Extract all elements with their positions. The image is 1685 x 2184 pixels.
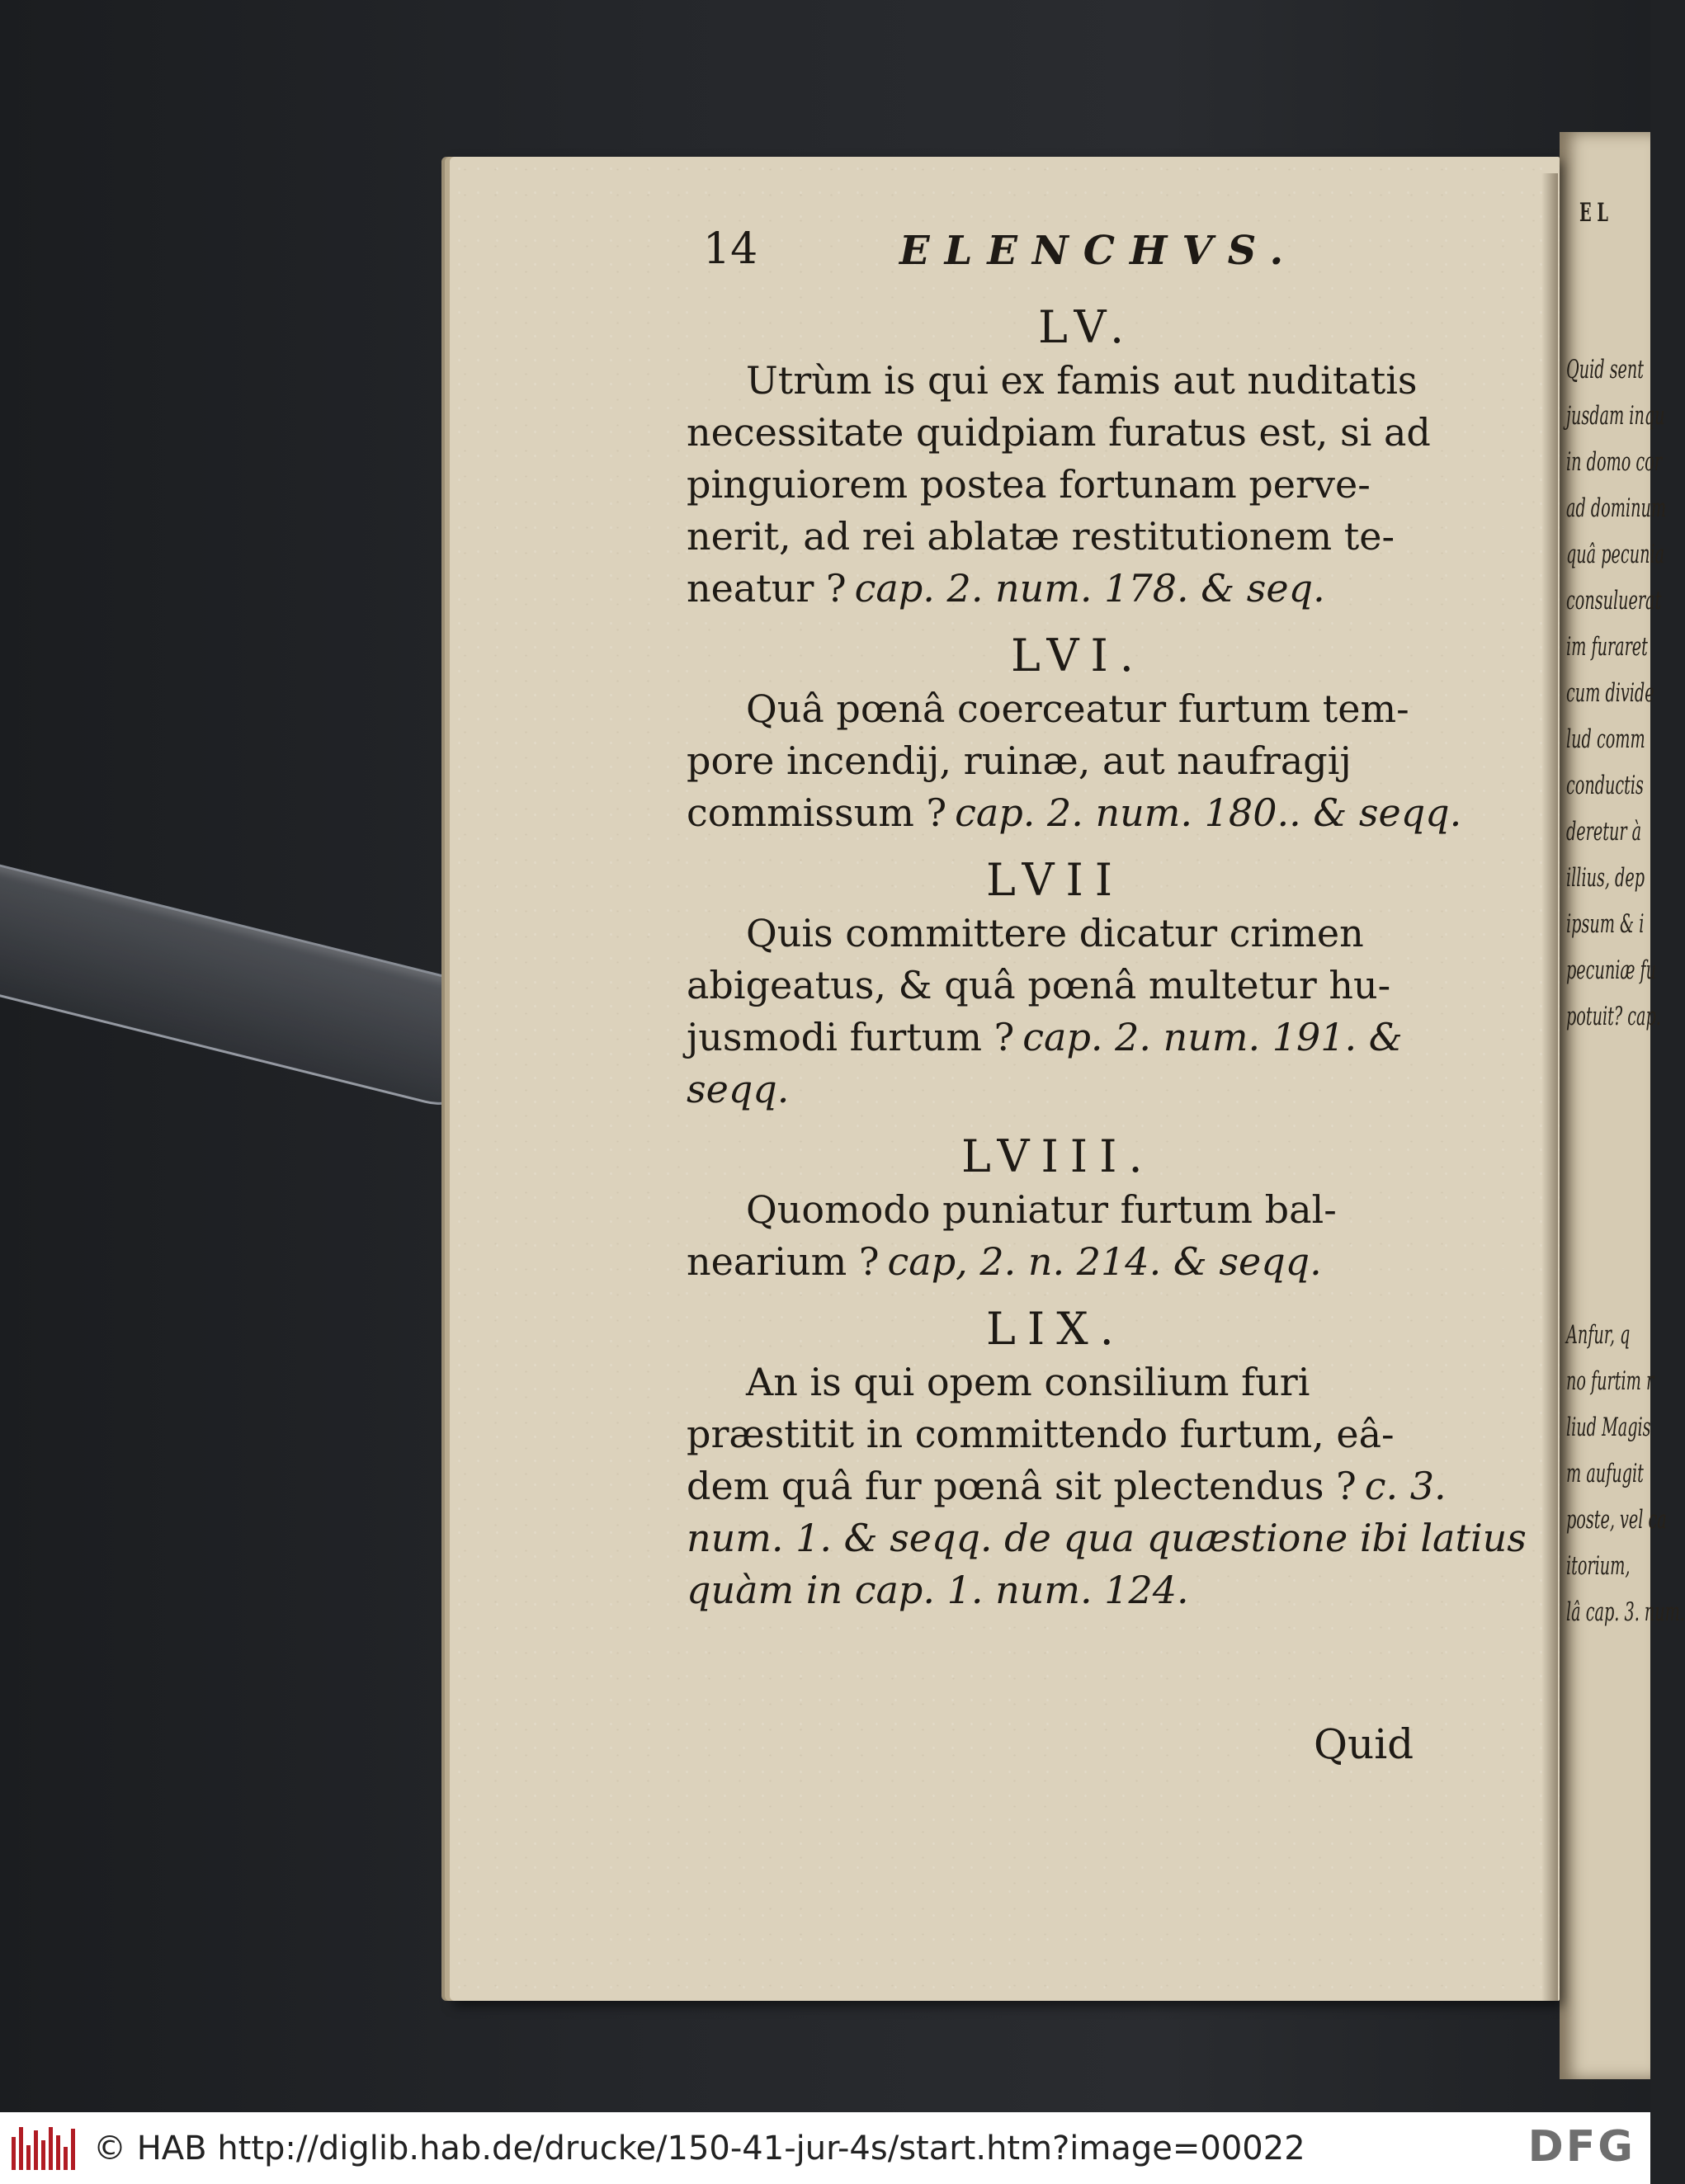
section-heading: LVI. — [1011, 630, 1145, 682]
text-line — [687, 462, 1371, 507]
facing-page-fragment: Anfur, q — [1566, 1320, 1631, 1350]
section-heading: LV. — [1038, 301, 1136, 353]
line-text: nearium ? — [687, 1239, 880, 1284]
facing-page-fragment: m aufugit — [1566, 1459, 1644, 1488]
facing-page-fragment: consuluerat — [1566, 586, 1662, 616]
line-text: Quis committere dicatur crimen — [746, 911, 1364, 955]
facing-page-fragment: poste, vel ca — [1566, 1505, 1667, 1535]
line-text: pinguiorem postea fortunam perve- — [687, 462, 1371, 507]
citation-ref: quàm in cap. 1. num. 124. — [687, 1568, 1189, 1612]
footer-bar — [0, 2112, 1650, 2184]
text-line — [687, 1067, 789, 1111]
dfg-logo: DFG — [1527, 2122, 1635, 2172]
citation-ref: seqq. — [687, 1067, 790, 1111]
facing-page-fragment: pecuniæ fu — [1566, 955, 1657, 985]
facing-page-head: E L — [1579, 198, 1608, 228]
text-line — [687, 790, 1461, 835]
text-line — [687, 1015, 1403, 1059]
line-text: commissum ? — [687, 790, 947, 835]
citation-ref: cap. 2. num. 180.. & seqq. — [955, 790, 1462, 835]
line-text: jusmodi furtum ? — [687, 1015, 1015, 1059]
line-text: necessitate quidpiam furatus est, si ad — [687, 410, 1431, 455]
text-line — [687, 1239, 1322, 1284]
text-line — [746, 358, 1418, 403]
facing-page-fragment: lud comm — [1566, 724, 1645, 754]
text-line — [687, 1464, 1447, 1508]
catchword: Quid — [1314, 1720, 1414, 1768]
page-number: 14 — [703, 224, 758, 274]
text-line — [746, 1187, 1337, 1232]
text-line — [746, 911, 1364, 955]
citation-ref: cap. 2. num. 191. & — [1022, 1015, 1403, 1059]
facing-page-fragment: lâ cap. 3. num. — [1566, 1597, 1685, 1627]
facing-page-edge — [1560, 132, 1685, 2079]
text-line — [687, 963, 1390, 1007]
line-text: Quâ pœnâ coerceatur furtum tem- — [746, 686, 1409, 731]
text-line — [746, 686, 1409, 731]
line-text: neatur ? — [687, 566, 847, 611]
line-text: dem quâ fur pœnâ sit plectendus ? — [687, 1464, 1357, 1508]
text-line — [687, 1516, 1527, 1560]
text-line — [687, 1568, 1189, 1612]
line-text: nerit, ad rei ablatæ restitutionem te- — [687, 514, 1395, 559]
line-text: præstitit in committendo furtum, eâ- — [687, 1412, 1395, 1456]
text-line — [687, 514, 1395, 559]
page-gutter — [1541, 173, 1558, 2001]
copyright-url[interactable]: © HAB http://diglib.hab.de/drucke/150-41-jur-4s/start.htm?image=00022 — [93, 2129, 1305, 2167]
facing-page-fragment: ipsum & i — [1566, 909, 1645, 939]
facing-page-fragment: liud Magis — [1566, 1413, 1651, 1442]
facing-page-fragment: illius, dep — [1566, 863, 1645, 893]
citation-ref: c. 3. — [1364, 1464, 1447, 1508]
citation-ref: cap. 2. num. 178. & seq. — [854, 566, 1325, 611]
running-head: ELENCHVS. — [899, 228, 1299, 274]
line-text: An is qui opem consilium furi — [746, 1360, 1310, 1404]
line-text: pore incendij, ruinæ, aut naufragij — [687, 738, 1352, 783]
facing-page-fragment: im furaret — [1566, 632, 1648, 662]
facing-page-fragment: ad dominum — [1566, 493, 1667, 523]
line-text: Utrùm is qui ex famis aut nuditatis — [746, 358, 1418, 403]
section-heading: LVIII. — [961, 1130, 1154, 1182]
facing-page-fragment: quâ pecunia — [1566, 540, 1665, 569]
facing-page-fragment: cum divide — [1566, 678, 1654, 708]
hab-barcode-icon — [12, 2127, 75, 2170]
citation-ref: cap, 2. n. 214. & seqq. — [887, 1239, 1322, 1284]
facing-page-fragment: itorium, — [1566, 1551, 1631, 1581]
line-text: Quomodo puniatur furtum bal- — [746, 1187, 1337, 1232]
facing-page-fragment: jusdam inqu — [1566, 401, 1665, 431]
text-line — [687, 410, 1431, 455]
section-heading: LVII — [986, 854, 1125, 906]
text-line — [687, 566, 1325, 611]
facing-page-fragment: Quid sent — [1566, 355, 1645, 384]
line-text: abigeatus, & quâ pœnâ multetur hu- — [687, 963, 1391, 1007]
facing-page-fragment: conductis — [1566, 771, 1644, 800]
text-line — [746, 1360, 1310, 1404]
facing-page-fragment: no furtim r — [1566, 1366, 1654, 1396]
section-heading: LIX. — [986, 1303, 1126, 1355]
text-line — [687, 738, 1352, 783]
citation-ref: num. 1. & seqq. de qua quæstione ibi latius — [687, 1516, 1527, 1560]
facing-page-fragment: deretur à — [1566, 817, 1642, 847]
facing-page-fragment: in domo cor — [1566, 447, 1662, 477]
facing-page-fragment: potuit? cap. — [1566, 1002, 1661, 1031]
text-line — [687, 1412, 1395, 1456]
